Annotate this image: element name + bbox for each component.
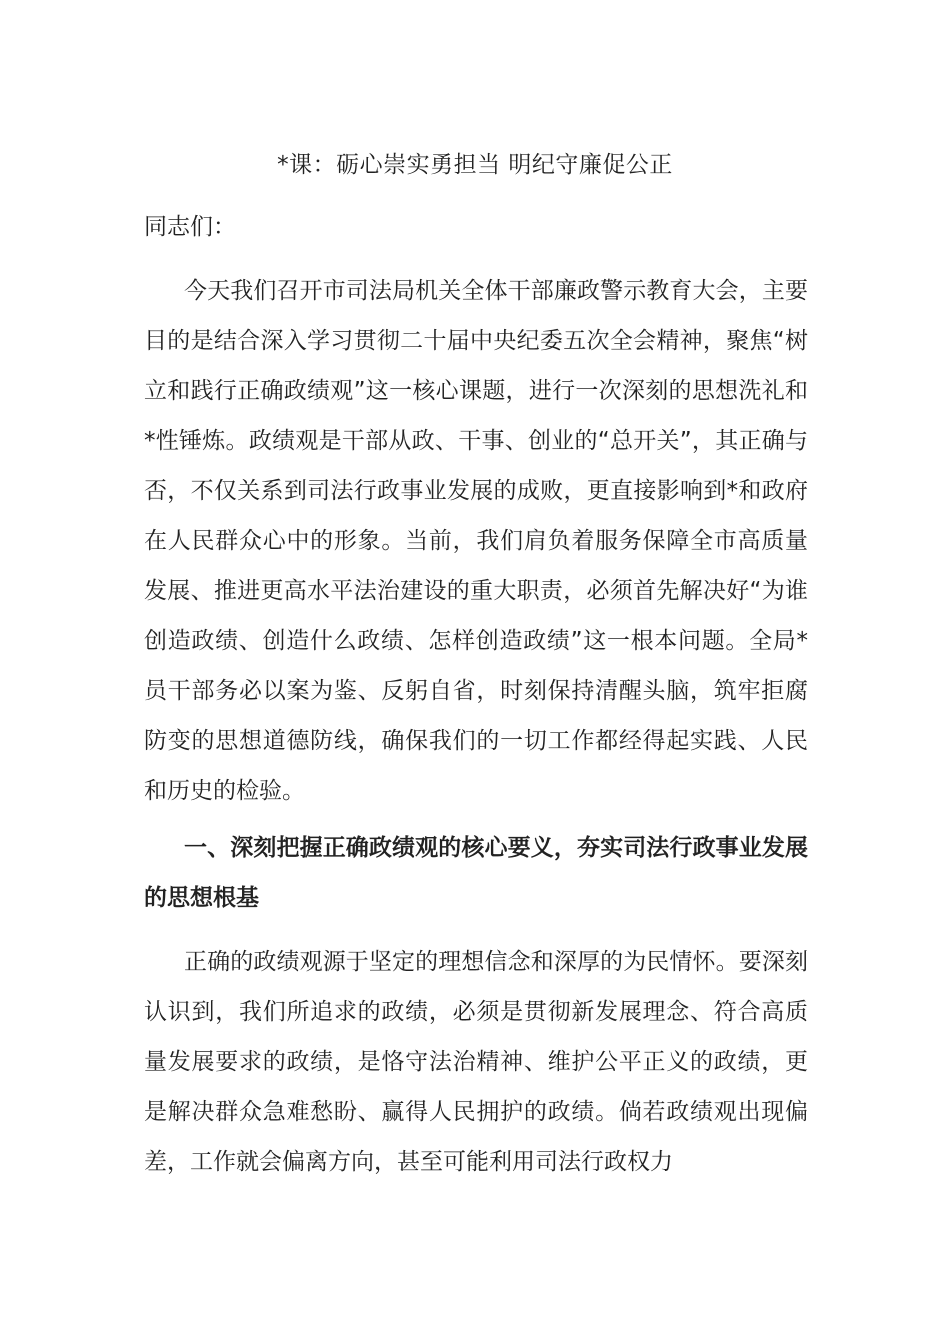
section-paragraph: 正确的政绩观源于坚定的理想信念和深厚的为民情怀。要深刻认识到，我们所追求的政绩，必须是贯彻新发展理念、符合高质量发展要求的政绩，是恪守法治精神、维护公平正义的政绩，更是解决群众急难愁盼、赢得人民拥护的政绩。倘若政绩观出现偏差，工作就会偏离方向，甚至可能利用司法行政权力: [144, 949, 808, 1175]
salutation: 同志们：: [144, 214, 236, 240]
document-title: *课：砺心崇实勇担当 明纪守廉促公正: [277, 152, 673, 178]
section-heading: 一、深刻把握正确政绩观的核心要义，夯实司法行政事业发展的思想根基: [144, 835, 808, 911]
intro-paragraph: 今天我们召开市司法局机关全体干部廉政警示教育大会，主要目的是结合深入学习贯彻二十届中央纪委五次全会精神，聚焦“树立和践行正确政绩观”这一核心课题，进行一次深刻的思想洗礼和*性锤炼。政绩观是干部从政、干事、创业的“总开关”，其正确与否，不仅关系到司法行政事业发展的成败，更直接影响到*和政府在人民群众心中的形象。当前，我们肩负着服务保障全市高质量发展、推进更高水平法治建设的重大职责，必须首先解决好“为谁创造政绩、创造什么政绩、怎样创造政绩”这一根本问题。全局*员干部务必以案为鉴、反躬自省，时刻保持清醒头脑，筑牢拒腐防变的思想道德防线，确保我们的一切工作都经得起实践、人民和历史的检验。: [144, 278, 808, 804]
